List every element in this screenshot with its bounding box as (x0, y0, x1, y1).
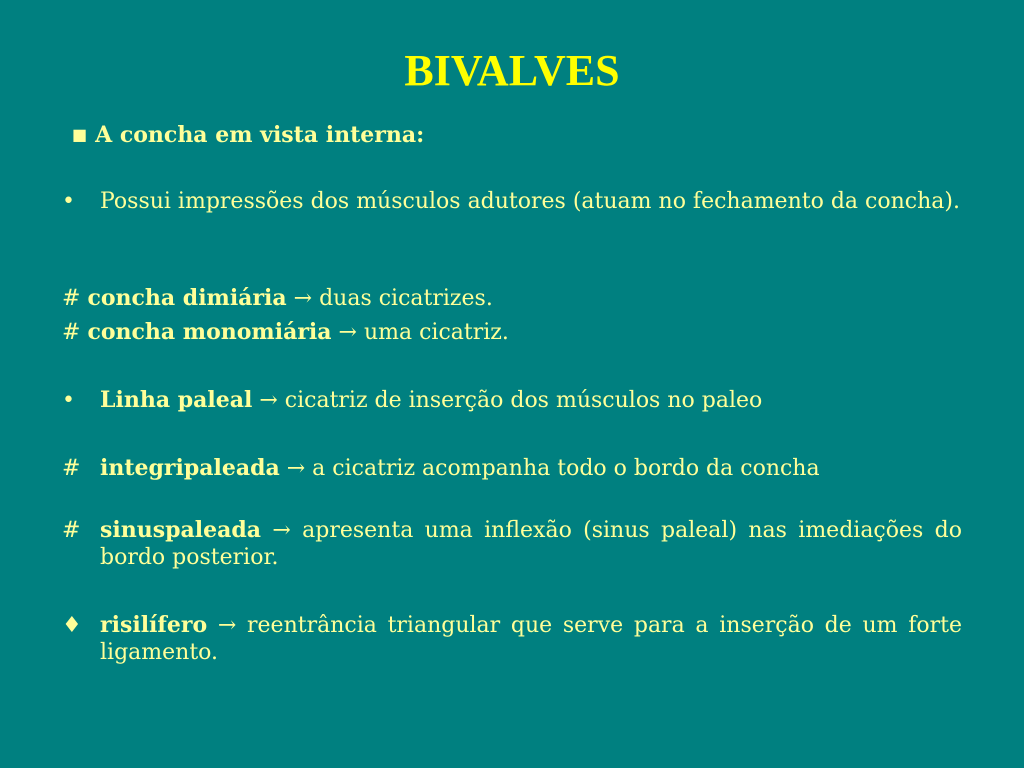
hash-marker: # (62, 456, 81, 481)
term-linha-paleal: Linha paleal (100, 387, 253, 413)
paragraph-muscle-impressions (62, 188, 962, 215)
term-concha-monomiaria: concha monomiária (87, 319, 332, 345)
paragraph-integripaleada (62, 455, 962, 482)
arrow-icon: → (286, 456, 306, 481)
term-integripaleada: integripaleada (100, 455, 280, 481)
definition-text: a cicatriz acompanha todo o bordo da concha (312, 456, 820, 481)
arrow-icon: → (272, 518, 291, 543)
definition-text: apresenta uma inflexão (sinus paleal) nas imediações do bordo posterior. (100, 518, 962, 570)
arrow-icon: → (338, 320, 357, 345)
term-sinuspaleada: sinuspaleada (100, 517, 262, 543)
arrow-icon: → (217, 613, 237, 638)
arrow-icon: → (293, 286, 313, 311)
definition-text: duas cicatrizes. (319, 286, 493, 311)
slide-subtitle (72, 122, 424, 148)
paragraph-risilifero (62, 612, 962, 666)
term-concha-dimiaria: concha dimiária (87, 285, 287, 311)
paragraph-monomiaria (62, 319, 962, 346)
definition-text: cicatriz de inserção dos músculos no paleo (284, 388, 763, 413)
hash-marker: # (62, 518, 81, 543)
subtitle-text: A concha em vista interna: (95, 122, 425, 148)
bullet-icon: • (62, 189, 75, 214)
arrow-icon: → (259, 388, 278, 413)
paragraph-linha-paleal (62, 387, 962, 414)
term-risilifero: risilífero (100, 612, 208, 638)
square-bullet-icon: ■ (72, 125, 88, 144)
paragraph-text: Possui impressões dos músculos adutores (atuam no fechamento da concha). (100, 189, 960, 214)
bullet-icon: • (62, 388, 75, 413)
diamond-bullet-icon: ♦ (62, 613, 82, 638)
paragraph-dimiaria (62, 285, 962, 312)
hash-marker: # (62, 320, 81, 345)
slide-title: BIVALVES (404, 46, 620, 95)
definition-text: uma cicatriz. (363, 320, 509, 345)
paragraph-sinuspaleada (62, 517, 962, 571)
hash-marker: # (62, 286, 81, 311)
definition-text: reentrância triangular que serve para a inserção de um forte ligamento. (100, 613, 962, 665)
